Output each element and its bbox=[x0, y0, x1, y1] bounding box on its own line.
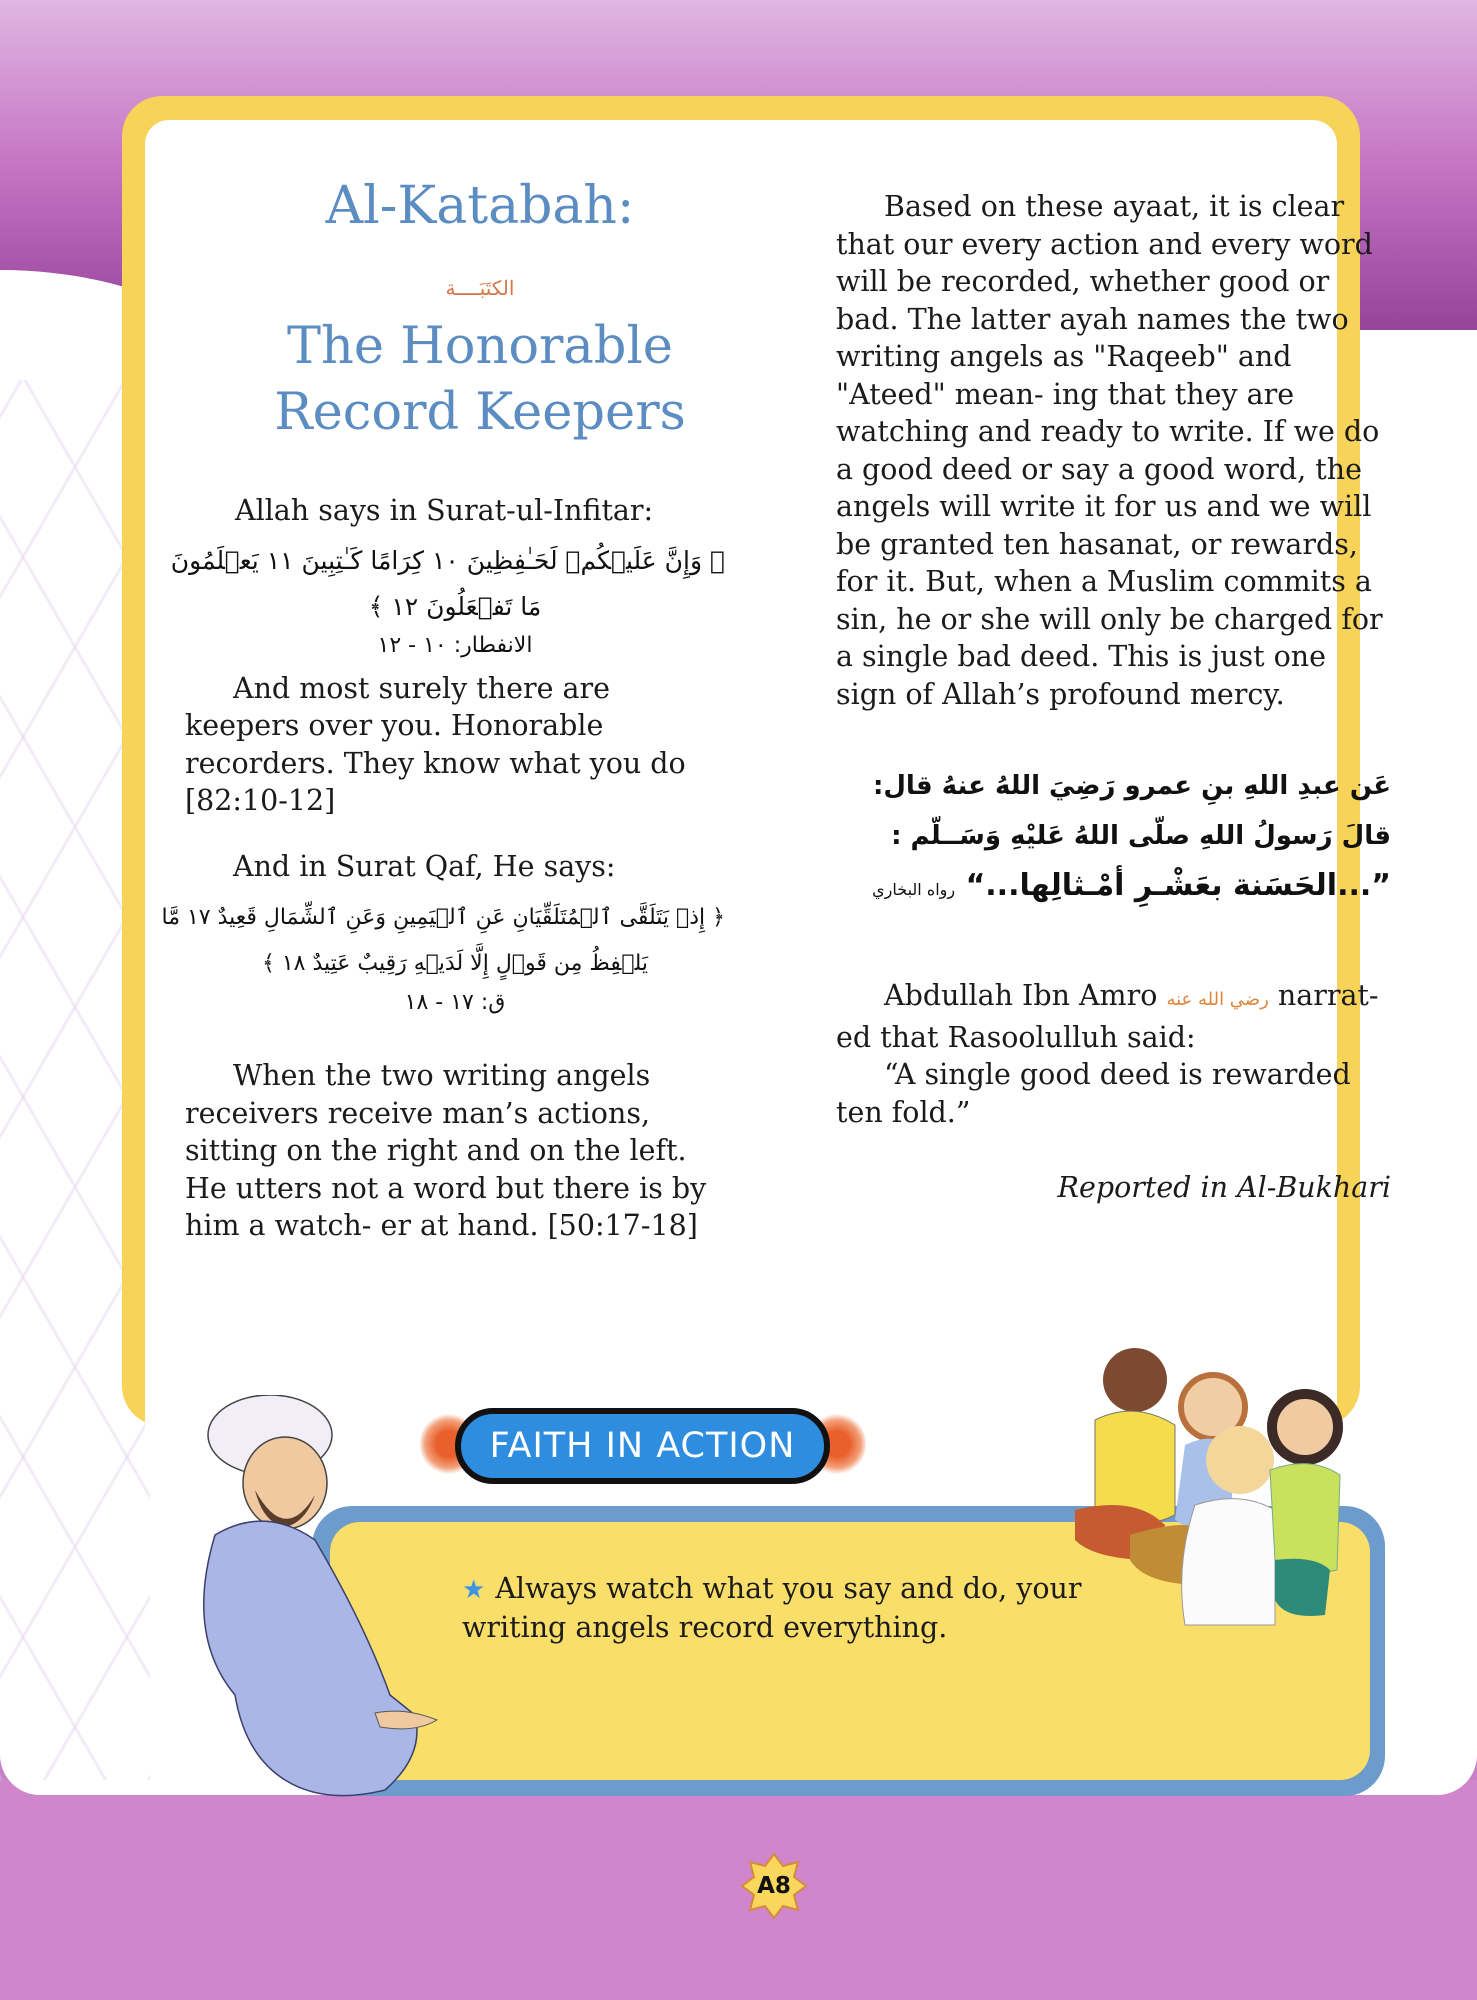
child-3-head bbox=[1206, 1426, 1274, 1494]
bottom-right-notch bbox=[1327, 1808, 1477, 1928]
kneeling-man-illustration bbox=[175, 1395, 465, 1805]
page-subtitle bbox=[250, 314, 710, 446]
faith-in-action-bullet bbox=[462, 1570, 1122, 1647]
hadith-arabic-line-2: قالَ رَسولُ اللهِ صلّى اللهُ عَليْهِ وَسَــلّم : bbox=[891, 821, 1391, 851]
man-hands bbox=[375, 1711, 437, 1729]
subtitle-line-1: The Honorable bbox=[287, 317, 673, 376]
hadith-arabic-line-1: عَن عبدِ اللهِ بنِ عمرو رَضِيَ اللهُ عنهُ قال: bbox=[872, 771, 1391, 801]
hadith-quote: “A single good deed is rewarded ten fold.” bbox=[836, 1058, 1351, 1129]
reported-source: Reported in Al-Bukhari bbox=[1057, 1171, 1391, 1204]
right-column bbox=[836, 188, 1391, 1207]
bottom-left-notch bbox=[0, 1800, 170, 1920]
verse-qaf-reference: ق: ١٧ - ١٨ bbox=[404, 990, 506, 1015]
verse-qaf-line-1: ﴿ إِذۡ يَتَلَقَّى ٱلۡمُتَلَقِّيَانِ عَنِ ٱلۡيَمِينِ وَعَنِ ٱلشِّمَالِ قَعِيدٌ ١٧ مَّا bbox=[161, 905, 725, 930]
verse-infitar-line-1: ﴿ وَإِنَّ عَلَيۡكُمۡ لَحَـٰفِظِينَ ١٠ كِرَامًا كَـٰتِبِينَ ١١ يَعۡلَمُونَ bbox=[170, 545, 725, 575]
page-title: Al-Katabah: bbox=[325, 176, 635, 236]
page-number: A8 bbox=[757, 1873, 791, 1899]
child-4-head bbox=[1272, 1394, 1338, 1460]
left-column bbox=[161, 492, 725, 1245]
faith-in-action-banner bbox=[430, 1408, 850, 1488]
subtitle-line-2: Record Keepers bbox=[274, 383, 686, 442]
translation-infitar: And most surely there are keepers over you. Honorable recorders. They know what you do [82:10-12] bbox=[185, 671, 686, 817]
child-4-legs bbox=[1275, 1559, 1330, 1616]
child-4-body bbox=[1270, 1464, 1340, 1574]
narration bbox=[836, 977, 1391, 1056]
star-icon: ★ bbox=[462, 1575, 486, 1605]
intro-qaf: And in Surat Qaf, He says: bbox=[233, 849, 616, 883]
child-1-head bbox=[1103, 1348, 1167, 1412]
verse-infitar-line-2: مَا تَفۡعَلُونَ ١٢ ﴾ bbox=[368, 591, 542, 621]
hadith-source-arabic: رواه البخاري bbox=[872, 880, 956, 899]
verse-qaf-line-2: يَلۡفِظُ مِن قَوۡلٍ إِلَّا لَدَيۡهِ رَقِيبٌ عَتِيدٌ ١٨ ﴾ bbox=[261, 951, 649, 976]
explanation-paragraph: Based on these ayaat, it is clear that our every action and every word will be recorded, whether good or bad. The latter ayah names the two writing angels as "Raqeeb" and "Ateed" mean- ing that they are watching and ready to write. If we do a good deed or say a good word, the angels will write it for us and we will be granted ten hasanat, or rewards, for it. But, when a Muslim commits a sin, he or she will only be charged for a single bad deed. This is just one sign of Allah’s profound mercy. bbox=[836, 190, 1383, 711]
background-bottom-band bbox=[0, 1780, 1477, 2000]
hadith-arabic-line-3 bbox=[836, 861, 1391, 915]
seated-children-illustration bbox=[1075, 1335, 1365, 1635]
narrator-name: Abdullah Ibn Amro bbox=[884, 979, 1158, 1012]
intro-infitar: Allah says in Surat-ul-Infitar: bbox=[235, 494, 654, 527]
bullet-text: Always watch what you say and do, your writing angels record everything. bbox=[462, 1572, 1082, 1644]
hadith-text: ”...الحَسَنة بعَشْـرِ أمْـثالِها...“ bbox=[965, 868, 1391, 903]
verse-infitar-reference: الانفطار: ١٠ - ١٢ bbox=[377, 632, 533, 658]
arabic-title: الكتَبَــــة bbox=[445, 276, 515, 300]
narration-continuation: narrat- ed that Rasoolulluh said: bbox=[836, 979, 1379, 1054]
page-number-badge bbox=[740, 1852, 808, 1920]
child-3-body bbox=[1182, 1499, 1275, 1625]
man-face bbox=[243, 1437, 327, 1529]
honorific-arabic: رضي الله عنه bbox=[1166, 989, 1269, 1010]
banner-label: FAITH IN ACTION bbox=[455, 1408, 830, 1484]
man-robe bbox=[204, 1521, 417, 1795]
translation-qaf: When the two writing angels receivers receive man’s actions, sitting on the right and on the left. He utters not a word but there is by him a watch- er at hand. [50:17-18] bbox=[185, 1059, 707, 1242]
